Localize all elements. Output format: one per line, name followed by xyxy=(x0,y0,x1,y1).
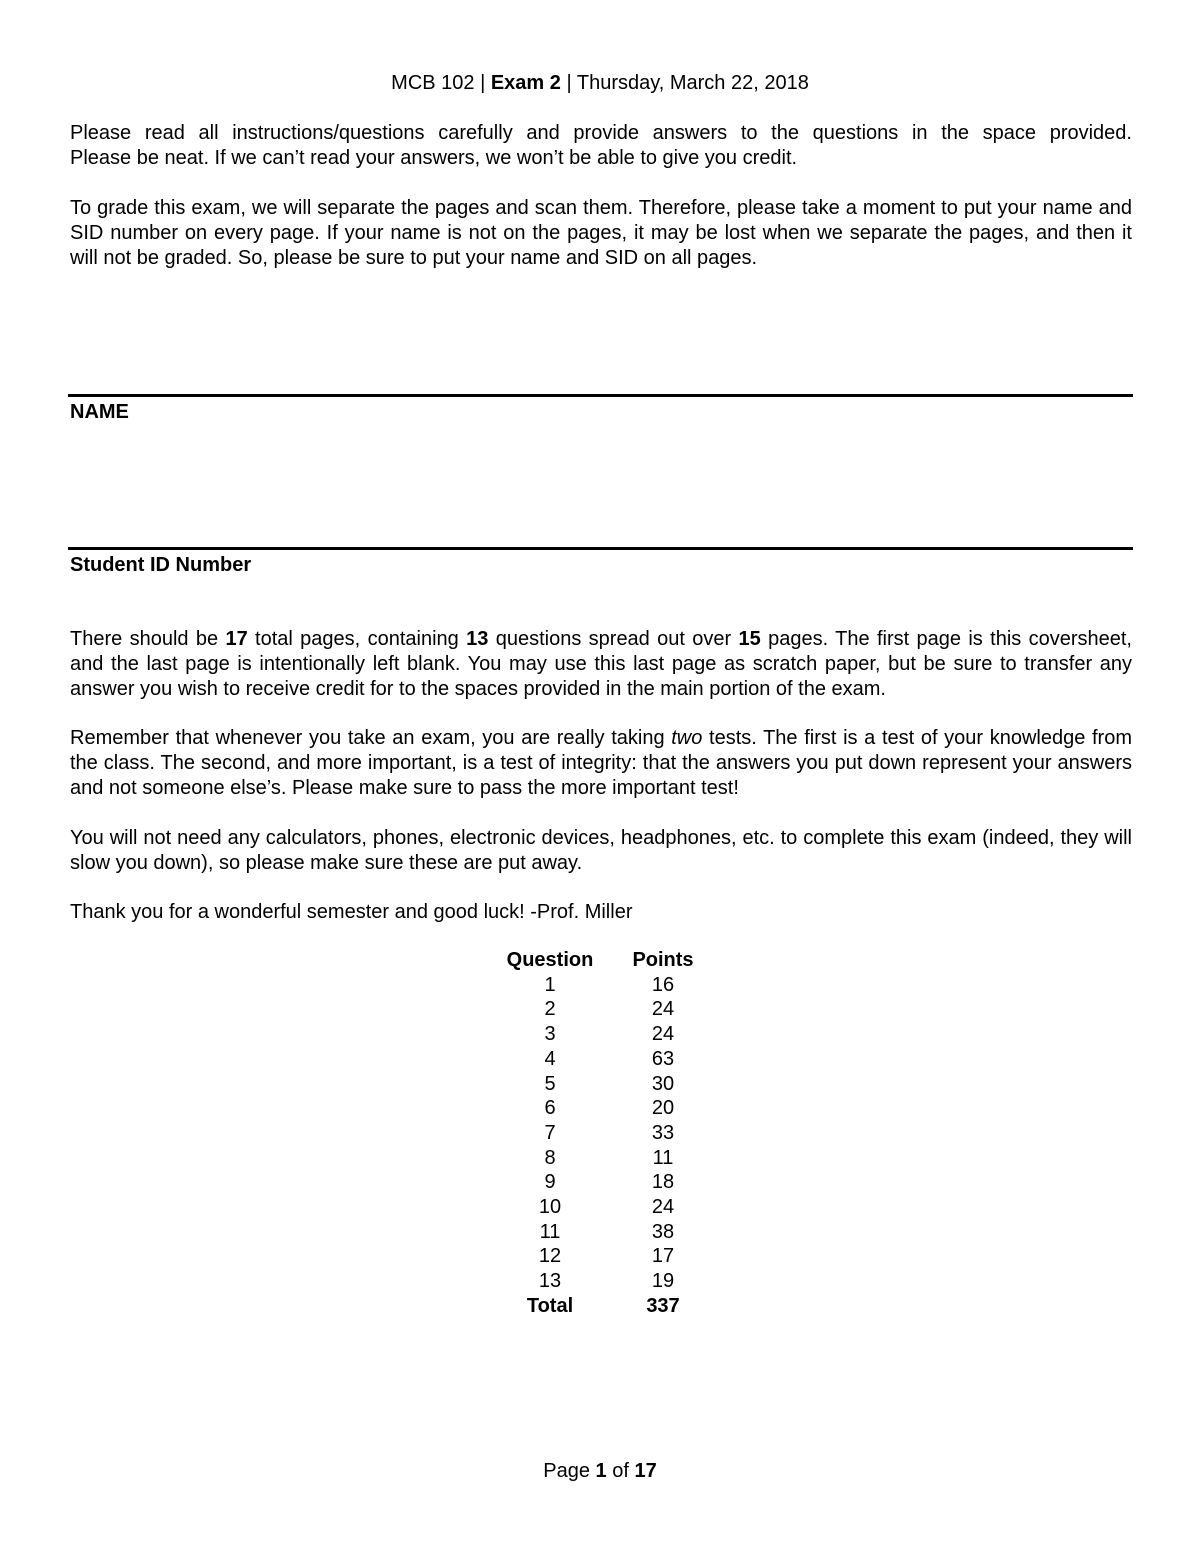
page-header xyxy=(0,70,1200,96)
integrity-emphasis: two xyxy=(671,727,703,749)
thanks-paragraph xyxy=(70,900,1132,925)
instructions-line: Please read all instructions/questions carefully and provide answers to the questions in the space provided. xyxy=(70,122,1132,144)
question-points: 63 xyxy=(651,1047,675,1070)
question-number: 2 xyxy=(544,998,556,1021)
integrity-paragraph xyxy=(70,726,1132,801)
page-total: 17 xyxy=(634,1460,657,1482)
question-points: 24 xyxy=(651,998,675,1021)
table-row xyxy=(490,1220,716,1245)
question-number: 8 xyxy=(544,1146,556,1169)
instructions-paragraph-2 xyxy=(70,196,1132,271)
name-line xyxy=(68,394,1133,397)
question-points: 24 xyxy=(651,1023,675,1046)
table-header-row xyxy=(490,948,716,973)
question-number: 11 xyxy=(539,1220,561,1243)
question-number: 12 xyxy=(538,1245,562,1268)
table-row xyxy=(490,997,716,1022)
devices-paragraph xyxy=(70,826,1132,876)
question-number: 3 xyxy=(544,1023,556,1046)
question-number: 13 xyxy=(538,1270,562,1293)
question-points: 33 xyxy=(651,1121,675,1144)
total-label: Total xyxy=(526,1294,574,1317)
question-points: 17 xyxy=(651,1245,675,1268)
exam-title: Exam 2 xyxy=(490,72,561,94)
question-number: 9 xyxy=(544,1171,556,1194)
pages-text: total pages, containing xyxy=(247,628,467,650)
question-count: 13 xyxy=(466,628,489,650)
column-header-question: Question xyxy=(506,949,594,971)
page-word: Page xyxy=(543,1460,596,1482)
table-row xyxy=(490,1121,716,1146)
name-label: NAME xyxy=(70,401,129,423)
total-pages-count: 17 xyxy=(225,628,248,650)
question-points: 38 xyxy=(651,1220,675,1243)
question-points: 24 xyxy=(651,1196,675,1219)
table-row xyxy=(490,1244,716,1269)
question-pages-count: 15 xyxy=(738,628,761,650)
table-row xyxy=(490,1096,716,1121)
sid-line xyxy=(68,547,1133,550)
points-table xyxy=(490,948,716,1319)
table-row xyxy=(490,1170,716,1195)
column-header-points: Points xyxy=(632,949,694,971)
table-row xyxy=(490,1072,716,1097)
of-word: of xyxy=(606,1460,635,1482)
integrity-text: Remember that whenever you take an exam, you are really taking xyxy=(70,727,672,749)
question-points: 20 xyxy=(651,1097,675,1120)
table-row xyxy=(490,1146,716,1171)
total-points: 337 xyxy=(646,1294,680,1317)
page-footer xyxy=(0,1458,1200,1484)
question-points: 19 xyxy=(651,1270,675,1293)
question-number: 7 xyxy=(544,1121,556,1144)
question-points: 18 xyxy=(651,1171,675,1194)
instructions-paragraph-1 xyxy=(70,121,1132,171)
pages-text: questions spread out over xyxy=(488,628,739,650)
question-points: 11 xyxy=(652,1146,674,1169)
pages-text: There should be xyxy=(70,628,226,650)
devices-text: You will not need any calculators, phones, electronic devices, headphones, etc. to complete this exam (indeed, they will slow you down), so please make sure these are put away. xyxy=(70,827,1132,874)
pages-text: pages. The first page is this coversheet, and the last page is intentionally left blank. You may use this last page as scratch paper, but be sure to transfer any answer you wish to receive credit for to the spaces provided in the main portion of the exam. xyxy=(70,628,1132,700)
question-number: 6 xyxy=(544,1097,556,1120)
question-number: 5 xyxy=(544,1072,556,1095)
question-number: 1 xyxy=(544,973,556,996)
question-points: 30 xyxy=(651,1072,675,1095)
question-number: 4 xyxy=(544,1047,556,1070)
exam-date: Thursday, March 22, 2018 xyxy=(576,72,809,94)
table-row xyxy=(490,1269,716,1294)
table-row xyxy=(490,1195,716,1220)
header-separator: | xyxy=(474,72,491,94)
table-row xyxy=(490,973,716,998)
page-number: 1 xyxy=(595,1460,607,1482)
course-code: MCB 102 xyxy=(391,72,475,94)
sid-label: Student ID Number xyxy=(70,554,252,576)
instructions-line: Please be neat. If we can’t read your answers, we won’t be able to give you credit. xyxy=(70,147,798,169)
question-number: 10 xyxy=(538,1196,562,1219)
question-points: 16 xyxy=(651,973,675,996)
integrity-text: tests. The first is a test of your knowledge from the class. The second, and more important, is a test of integrity: that the answers you put down represent your answers and not someone else’s. Please make sure to pass the more important test! xyxy=(70,727,1132,799)
pages-paragraph xyxy=(70,627,1132,702)
thanks-text: Thank you for a wonderful semester and good luck! -Prof. Miller xyxy=(70,901,633,923)
table-total-row xyxy=(490,1294,716,1319)
table-row xyxy=(490,1022,716,1047)
instructions-text: To grade this exam, we will separate the pages and scan them. Therefore, please take a moment to put your name and SID number on every page. If your name is not on the pages, it may be lost when we separate the pages, and then it will not be graded. So, please be sure to put your name and SID on all pages. xyxy=(70,197,1132,269)
table-row xyxy=(490,1047,716,1072)
header-separator: | xyxy=(560,72,577,94)
